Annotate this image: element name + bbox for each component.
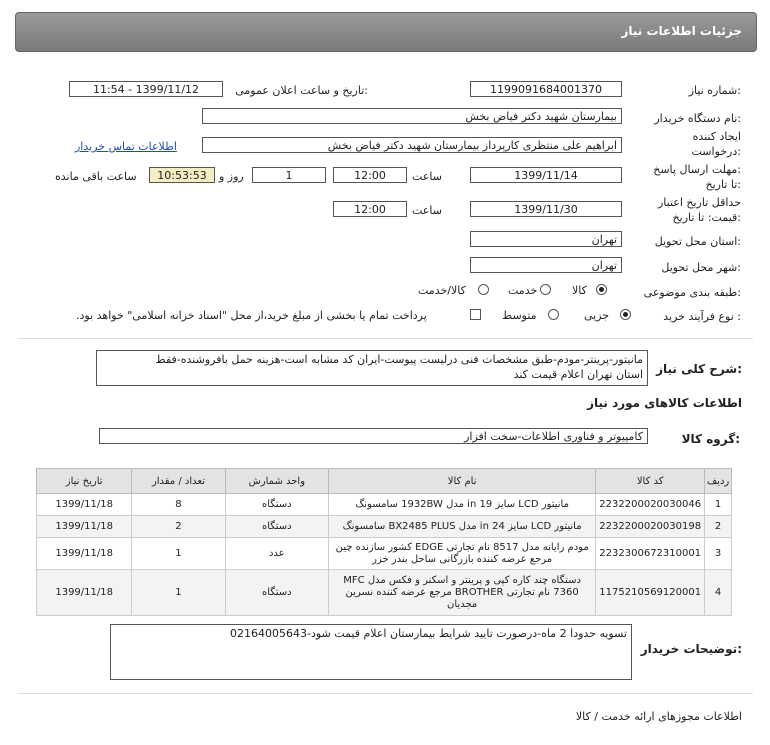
city-field: تهران [470, 257, 622, 273]
city-label: شهر محل تحویل: [661, 261, 741, 274]
province-label: استان محل تحویل: [654, 235, 741, 248]
row-index: 1 [705, 494, 732, 516]
category-radio-goods[interactable] [596, 284, 607, 295]
row-unit: دستگاه [225, 494, 328, 516]
deadline-date-field: 1399/11/14 [470, 167, 622, 183]
category-option-service: خدمت [508, 284, 538, 297]
table-row [37, 570, 732, 616]
validity-label-1: حداقل تاریخ اعتبار [657, 196, 741, 209]
row-qty: 1 [132, 570, 225, 616]
category-radio-goods-service[interactable] [478, 284, 489, 295]
validity-date-field: 1399/11/30 [470, 201, 622, 217]
row-date: 1399/11/18 [37, 494, 132, 516]
treasury-payment-text: پرداخت تمام یا بخشی از مبلغ خرید،از محل "اسناد خزانه اسلامی" خواهد بود. [76, 309, 427, 322]
process-radio-medium[interactable] [548, 309, 559, 320]
summary-line-1: مانیتور-پرینتر-مودم-طبق مشخصات فنی درلیست پیوست-ایران کد مشابه است-هزینه حمل بافروشنده-فقط [155, 353, 643, 366]
row-name: مودم رایانه مدل 8517 نام تجارتی EDGE کشور سازنده چین مرجع عرضه کننده بازرگانی ساحل بندر خزر [328, 538, 595, 570]
row-code: 2232200020030046 [596, 494, 705, 516]
row-date: 1399/11/18 [37, 516, 132, 538]
remaining-label: ساعت باقی مانده [55, 170, 137, 183]
col-date: تاریخ نیاز [37, 469, 132, 494]
deadline-label-1: مهلت ارسال پاسخ: [653, 163, 741, 176]
process-radio-minor[interactable] [620, 309, 631, 320]
category-option-goods-service: کالا/خدمت [418, 284, 466, 297]
treasury-payment-checkbox[interactable] [470, 309, 481, 320]
page-title: جزئیات اطلاعات نیاز [621, 24, 742, 38]
category-radio-service[interactable] [540, 284, 551, 295]
validity-time-label: ساعت [412, 204, 442, 217]
row-unit: دستگاه [225, 570, 328, 616]
buyer-label: نام دستگاه خریدار: [654, 112, 741, 125]
col-qty: تعداد / مقدار [132, 469, 225, 494]
remaining-time-field: 10:53:53 [149, 167, 215, 183]
row-unit: عدد [225, 538, 328, 570]
row-date: 1399/11/18 [37, 538, 132, 570]
announce-label: تاریخ و ساعت اعلان عمومی: [235, 84, 368, 97]
row-name: دستگاه چند کاره کپی و پرینتر و اسکنر و فکس مدل MFC 7360 نام تجارتی BROTHER مرجع عرضه کننده نسرین مجدیان [328, 570, 595, 616]
footer-divider [18, 693, 753, 694]
deadline-time-label: ساعت [412, 170, 442, 183]
buyer-notes-box: تسویه حدودا 2 ماه-درصورت تایید شرایط بیمارستان اعلام قیمت شود-02164005643 [110, 624, 632, 680]
goods-section-title: اطلاعات کالاهای مورد نیاز [587, 396, 742, 410]
row-qty: 2 [132, 516, 225, 538]
process-label: نوع فرآیند خرید : [663, 310, 741, 323]
table-row [37, 494, 732, 516]
province-field: تهران [470, 231, 622, 247]
col-index: ردیف [705, 469, 732, 494]
buyer-field: بیمارستان شهید دکتر فیاض بخش [202, 108, 622, 124]
page-header [15, 12, 757, 52]
summary-box [96, 350, 648, 386]
announce-field: 1399/11/12 - 11:54 [69, 81, 223, 97]
days-field: 1 [252, 167, 326, 183]
row-index: 4 [705, 570, 732, 616]
validity-time-field: 12:00 [333, 201, 407, 217]
col-code: کد کالا [596, 469, 705, 494]
table-row [37, 538, 732, 570]
buyer-notes-label: توضیحات خریدار: [640, 642, 742, 656]
row-name: مانیتور LCD سایز in 19 مدل 1932BW سامسونگ [328, 494, 595, 516]
row-index: 3 [705, 538, 732, 570]
table-row [37, 516, 732, 538]
process-option-minor: جزیی [584, 309, 610, 322]
creator-label-1: ایجاد کننده [692, 130, 741, 143]
row-index: 2 [705, 516, 732, 538]
section-divider [18, 338, 753, 339]
col-unit: واحد شمارش [225, 469, 328, 494]
goods-table [36, 468, 732, 616]
need-number-field: 1199091684001370 [470, 81, 622, 97]
deadline-label-2: تا تاریخ: [705, 178, 741, 191]
goods-table-header [37, 469, 732, 494]
validity-label-2: قیمت: تا تاریخ: [672, 211, 741, 224]
summary-label: شرح کلی نیاز: [656, 362, 742, 376]
creator-label-2: درخواست: [691, 145, 741, 158]
col-name: نام کالا [328, 469, 595, 494]
summary-line-2: استان تهران اعلام قیمت کند [513, 368, 643, 381]
row-code: 2232300672310001 [596, 538, 705, 570]
row-unit: دستگاه [225, 516, 328, 538]
creator-field: ابراهیم علی منتظری کارپرداز بیمارستان شهید دکتر فیاض بخش [202, 137, 622, 153]
need-number-label: شماره نیاز: [688, 84, 741, 97]
row-date: 1399/11/18 [37, 570, 132, 616]
process-option-medium: متوسط [502, 309, 537, 322]
row-qty: 8 [132, 494, 225, 516]
deadline-time-field: 12:00 [333, 167, 407, 183]
days-label: روز و [219, 170, 244, 183]
contact-info-link[interactable]: اطلاعات تماس خریدار [75, 140, 177, 153]
row-name: مانیتور LCD سایز in 24 مدل BX2485 PLUS سامسونگ [328, 516, 595, 538]
permits-title: اطلاعات مجوزهای ارائه خدمت / کالا [575, 710, 742, 723]
row-qty: 1 [132, 538, 225, 570]
goods-group-label: گروه کالا: [681, 432, 740, 446]
category-option-goods: کالا [572, 284, 587, 297]
category-label: طبقه بندی موضوعی: [643, 286, 741, 299]
row-code: 2232200020030198 [596, 516, 705, 538]
goods-group-field: کامپیوتر و فناوری اطلاعات-سخت افزار [99, 428, 648, 444]
row-code: 1175210569120001 [596, 570, 705, 616]
